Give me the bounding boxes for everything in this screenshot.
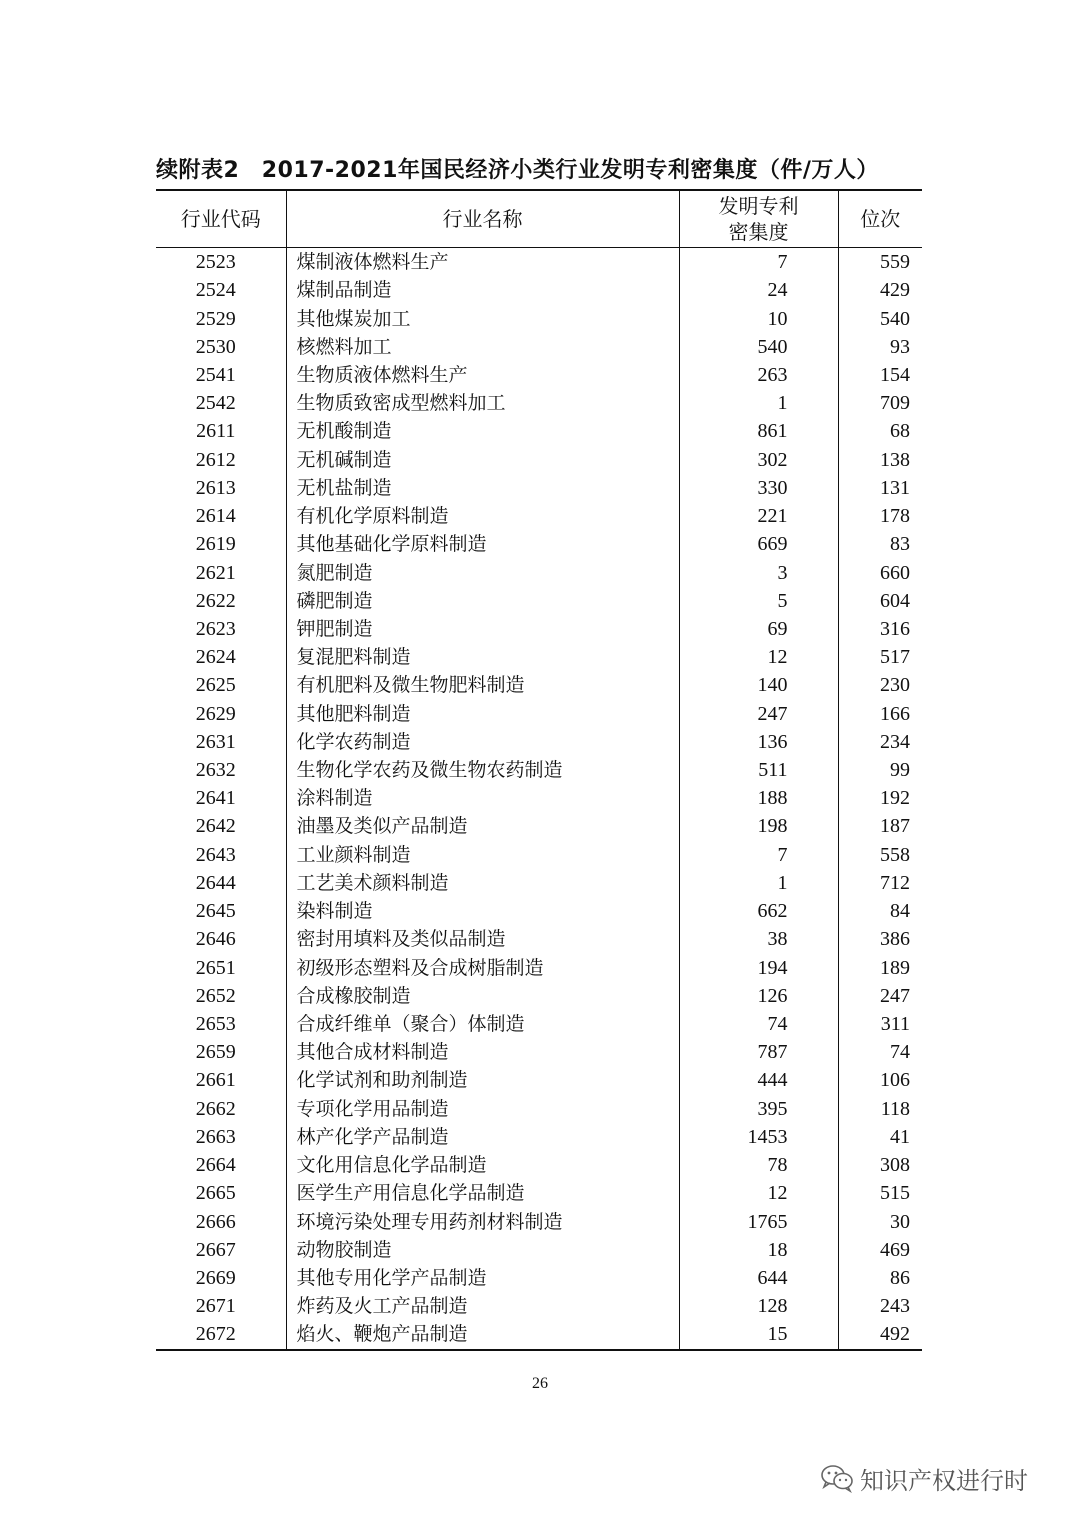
cell-industry-code: 2652 (195, 984, 236, 1007)
cell-industry-code: 2523 (195, 251, 236, 274)
table-row (156, 1236, 922, 1264)
cell-rank: 74 (838, 1038, 922, 1066)
cell-industry-name: 有机肥料及微生物肥料制造 (286, 671, 679, 699)
cell-industry-name: 初级形态塑料及合成树脂制造 (286, 953, 679, 981)
table-header-row (156, 190, 922, 248)
cell-industry-code: 2663 (195, 1125, 236, 1148)
cell-rank: 492 (838, 1320, 922, 1349)
cell-patent-density: 395 (679, 1095, 838, 1123)
cell-industry-code: 2672 (156, 1320, 286, 1349)
cell-rank: 311 (838, 1010, 922, 1038)
cell-industry-name: 其他合成材料制造 (286, 1038, 679, 1066)
table-row (156, 869, 922, 897)
cell-patent-density: 540 (679, 333, 838, 361)
table-row (156, 446, 922, 474)
cell-patent-density: 128 (679, 1292, 838, 1320)
table-row (156, 1095, 922, 1123)
cell-rank: 386 (838, 925, 922, 953)
cell-industry-name: 涂料制造 (286, 784, 679, 812)
cell-rank: 166 (838, 700, 922, 728)
cell-industry-name: 专项化学用品制造 (286, 1095, 679, 1123)
cell-rank: 178 (838, 502, 922, 530)
cell-patent-density: 15 (679, 1320, 838, 1349)
cell-industry-name: 工艺美术颜料制造 (286, 869, 679, 897)
table-row (156, 1264, 922, 1292)
patent-density-table (156, 189, 922, 1351)
cell-industry-name: 有机化学原料制造 (286, 502, 679, 530)
cell-rank: 559 (838, 248, 922, 277)
cell-industry-name: 环境污染处理专用药剂材料制造 (286, 1207, 679, 1235)
cell-industry-code: 2542 (195, 392, 236, 415)
table-row (156, 417, 922, 445)
cell-rank: 230 (838, 671, 922, 699)
cell-industry-name: 化学试剂和助剂制造 (286, 1066, 679, 1094)
table-row (156, 1292, 922, 1320)
cell-industry-name: 钾肥制造 (286, 615, 679, 643)
table-row (156, 587, 922, 615)
watermark-text: 知识产权进行时 (860, 1466, 1028, 1495)
cell-rank: 515 (838, 1179, 922, 1207)
table-row (156, 897, 922, 925)
cell-rank: 68 (838, 417, 922, 445)
cell-patent-density: 198 (679, 812, 838, 840)
table-row (156, 700, 922, 728)
cell-patent-density: 7 (679, 248, 838, 277)
table-row (156, 1320, 922, 1349)
cell-patent-density: 140 (679, 671, 838, 699)
table-row (156, 841, 922, 869)
cell-patent-density: 444 (679, 1066, 838, 1094)
cell-patent-density: 136 (679, 728, 838, 756)
cell-industry-name: 氮肥制造 (286, 558, 679, 586)
cell-industry-code: 2662 (195, 1097, 236, 1120)
cell-rank: 243 (838, 1292, 922, 1320)
cell-rank: 86 (838, 1264, 922, 1292)
cell-industry-name: 文化用信息化学品制造 (286, 1151, 679, 1179)
cell-rank: 709 (838, 389, 922, 417)
cell-patent-density: 194 (679, 953, 838, 981)
cell-rank: 429 (838, 276, 922, 304)
cell-industry-code: 2629 (195, 702, 236, 725)
cell-industry-name: 其他煤炭加工 (286, 304, 679, 332)
cell-industry-code: 2642 (195, 815, 236, 838)
watermark (820, 1458, 1028, 1498)
table-row (156, 248, 922, 277)
cell-industry-code: 2667 (195, 1238, 236, 1261)
cell-patent-density: 861 (679, 417, 838, 445)
table-row (156, 530, 922, 558)
cell-patent-density: 3 (679, 558, 838, 586)
cell-patent-density: 188 (679, 784, 838, 812)
cell-industry-name: 化学农药制造 (286, 728, 679, 756)
cell-industry-name: 其他基础化学原料制造 (286, 530, 679, 558)
cell-rank: 540 (838, 304, 922, 332)
cell-patent-density: 511 (679, 756, 838, 784)
cell-industry-name: 其他专用化学产品制造 (286, 1264, 679, 1292)
header-patent-density-line2: 密集度 (728, 220, 789, 244)
cell-industry-name: 油墨及类似产品制造 (286, 812, 679, 840)
cell-industry-name: 焰火、鞭炮产品制造 (286, 1320, 679, 1349)
cell-rank: 247 (838, 982, 922, 1010)
cell-rank: 604 (838, 587, 922, 615)
cell-industry-code: 2651 (195, 956, 236, 979)
cell-industry-code: 2653 (195, 1013, 236, 1036)
cell-rank: 189 (838, 953, 922, 981)
cell-rank: 93 (838, 333, 922, 361)
cell-industry-code: 2625 (195, 674, 236, 697)
cell-rank: 99 (838, 756, 922, 784)
cell-industry-code: 2671 (195, 1295, 236, 1318)
table-row (156, 1179, 922, 1207)
cell-rank: 192 (838, 784, 922, 812)
table-title: 续附表2 2017-2021年国民经济小类行业发明专利密集度（件/万人） (156, 158, 879, 183)
cell-industry-name: 生物化学农药及微生物农药制造 (286, 756, 679, 784)
cell-industry-name: 核燃料加工 (286, 333, 679, 361)
table-row (156, 502, 922, 530)
cell-rank: 106 (838, 1066, 922, 1094)
header-industry-code: 行业代码 (156, 190, 286, 248)
cell-industry-code: 2646 (195, 928, 236, 951)
cell-industry-code: 2665 (195, 1182, 236, 1205)
table-row (156, 615, 922, 643)
cell-patent-density: 1 (679, 869, 838, 897)
table-row (156, 1123, 922, 1151)
cell-rank: 118 (838, 1095, 922, 1123)
cell-patent-density: 662 (679, 897, 838, 925)
table-row (156, 982, 922, 1010)
cell-rank: 138 (838, 446, 922, 474)
cell-patent-density: 74 (679, 1010, 838, 1038)
cell-patent-density: 669 (679, 530, 838, 558)
cell-rank: 41 (838, 1123, 922, 1151)
cell-rank: 234 (838, 728, 922, 756)
cell-industry-code: 2614 (195, 505, 236, 528)
table-row (156, 925, 922, 953)
cell-industry-code: 2529 (195, 307, 236, 330)
cell-patent-density: 302 (679, 446, 838, 474)
header-patent-density-line1: 发明专利 (718, 194, 799, 218)
table-row (156, 812, 922, 840)
cell-rank: 154 (838, 361, 922, 389)
cell-industry-name: 密封用填料及类似品制造 (286, 925, 679, 953)
cell-industry-code: 2669 (195, 1266, 236, 1289)
cell-patent-density: 10 (679, 304, 838, 332)
cell-industry-name: 动物胶制造 (286, 1236, 679, 1264)
cell-industry-name: 煤制品制造 (286, 276, 679, 304)
cell-industry-code: 2612 (195, 448, 236, 471)
table-row (156, 728, 922, 756)
cell-patent-density: 78 (679, 1151, 838, 1179)
page-number: 26 (532, 1375, 548, 1392)
cell-rank: 660 (838, 558, 922, 586)
table-row (156, 304, 922, 332)
cell-rank: 558 (838, 841, 922, 869)
cell-patent-density: 12 (679, 1179, 838, 1207)
cell-industry-name: 染料制造 (286, 897, 679, 925)
cell-industry-name: 林产化学产品制造 (286, 1123, 679, 1151)
cell-industry-name: 工业颜料制造 (286, 841, 679, 869)
cell-patent-density: 24 (679, 276, 838, 304)
cell-patent-density: 1 (679, 389, 838, 417)
table-row (156, 1151, 922, 1179)
cell-industry-code: 2622 (195, 589, 236, 612)
cell-rank: 83 (838, 530, 922, 558)
table-row (156, 1010, 922, 1038)
table-row (156, 333, 922, 361)
table-row (156, 1038, 922, 1066)
table-row (156, 643, 922, 671)
table-row (156, 389, 922, 417)
table-row (156, 474, 922, 502)
cell-patent-density: 221 (679, 502, 838, 530)
cell-rank: 84 (838, 897, 922, 925)
cell-industry-code: 2624 (195, 646, 236, 669)
cell-patent-density: 7 (679, 841, 838, 869)
cell-industry-name: 复混肥料制造 (286, 643, 679, 671)
cell-industry-name: 煤制液体燃料生产 (286, 248, 679, 277)
cell-patent-density: 69 (679, 615, 838, 643)
cell-industry-code: 2644 (195, 871, 236, 894)
header-industry-name: 行业名称 (286, 190, 679, 248)
cell-patent-density: 330 (679, 474, 838, 502)
table-row (156, 558, 922, 586)
cell-industry-name: 生物质致密成型燃料加工 (286, 389, 679, 417)
cell-industry-code: 2661 (195, 1069, 236, 1092)
cell-patent-density: 12 (679, 643, 838, 671)
cell-industry-code: 2611 (196, 420, 236, 443)
cell-rank: 712 (838, 869, 922, 897)
cell-industry-code: 2666 (195, 1210, 236, 1233)
cell-rank: 517 (838, 643, 922, 671)
cell-industry-code: 2530 (195, 335, 236, 358)
table-row (156, 756, 922, 784)
cell-industry-name: 生物质液体燃料生产 (286, 361, 679, 389)
cell-industry-code: 2621 (195, 561, 236, 584)
cell-industry-name: 炸药及火工产品制造 (286, 1292, 679, 1320)
cell-patent-density: 1453 (679, 1123, 838, 1151)
cell-industry-code: 2659 (195, 1041, 236, 1064)
cell-industry-name: 其他肥料制造 (286, 700, 679, 728)
cell-industry-name: 无机盐制造 (286, 474, 679, 502)
cell-industry-name: 无机碱制造 (286, 446, 679, 474)
cell-rank: 30 (838, 1207, 922, 1235)
cell-industry-code: 2613 (195, 476, 236, 499)
cell-patent-density: 247 (679, 700, 838, 728)
table-row (156, 784, 922, 812)
cell-industry-name: 磷肥制造 (286, 587, 679, 615)
table-row (156, 1207, 922, 1235)
cell-industry-code: 2664 (195, 1154, 236, 1177)
header-patent-density (679, 190, 838, 248)
cell-industry-code: 2524 (195, 279, 236, 302)
cell-industry-code: 2632 (195, 759, 236, 782)
cell-patent-density: 126 (679, 982, 838, 1010)
table-row (156, 953, 922, 981)
header-rank: 位次 (838, 190, 922, 248)
cell-patent-density: 18 (679, 1236, 838, 1264)
cell-industry-code: 2631 (195, 730, 236, 753)
cell-industry-name: 合成橡胶制造 (286, 982, 679, 1010)
cell-industry-code: 2641 (195, 787, 236, 810)
cell-industry-code: 2541 (195, 363, 236, 386)
cell-industry-code: 2643 (195, 843, 236, 866)
cell-industry-code: 2619 (195, 533, 236, 556)
cell-industry-code: 2645 (195, 900, 236, 923)
table-row (156, 1066, 922, 1094)
cell-industry-name: 合成纤维单（聚合）体制造 (286, 1010, 679, 1038)
wechat-icon (820, 1463, 854, 1493)
cell-rank: 316 (838, 615, 922, 643)
cell-patent-density: 644 (679, 1264, 838, 1292)
cell-rank: 187 (838, 812, 922, 840)
cell-industry-name: 医学生产用信息化学品制造 (286, 1179, 679, 1207)
table-row (156, 361, 922, 389)
cell-rank: 131 (838, 474, 922, 502)
cell-industry-code: 2623 (195, 617, 236, 640)
table-row (156, 671, 922, 699)
cell-patent-density: 38 (679, 925, 838, 953)
table-row (156, 276, 922, 304)
cell-rank: 469 (838, 1236, 922, 1264)
cell-patent-density: 787 (679, 1038, 838, 1066)
cell-industry-name: 无机酸制造 (286, 417, 679, 445)
cell-rank: 308 (838, 1151, 922, 1179)
cell-patent-density: 5 (679, 587, 838, 615)
cell-patent-density: 1765 (679, 1207, 838, 1235)
cell-patent-density: 263 (679, 361, 838, 389)
